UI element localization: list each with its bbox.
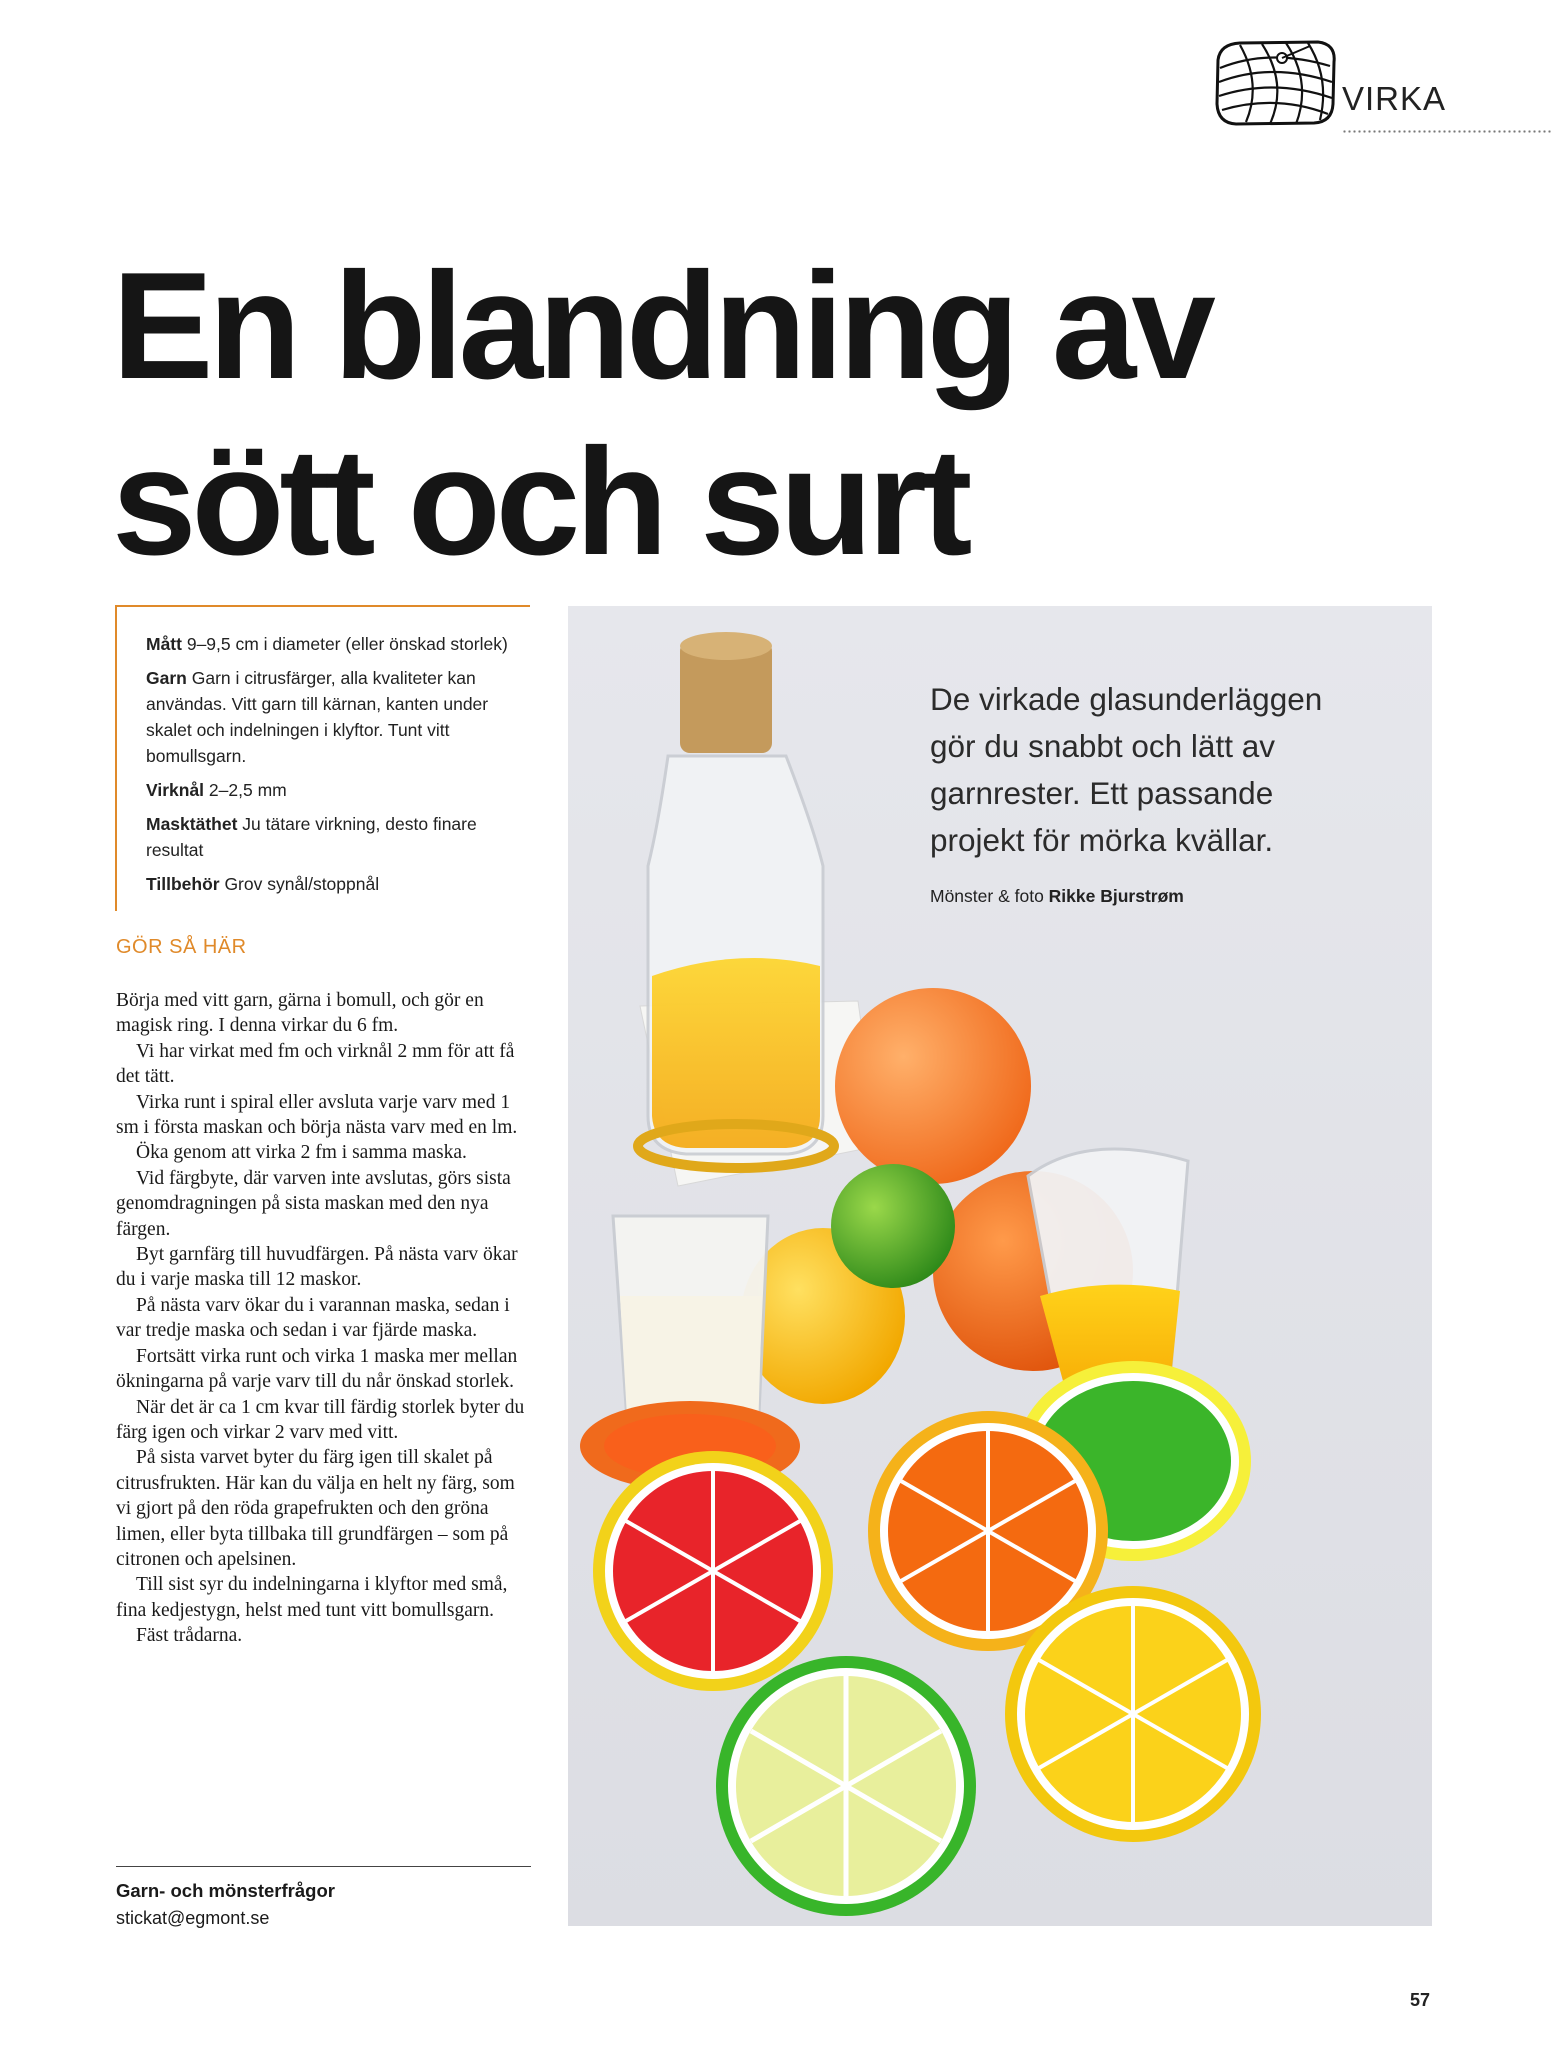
lemon-coaster (1005, 1586, 1261, 1842)
instruction-paragraph: Byt garnfärg till huvudfärgen. På nästa varv ökar du i varje maska till 12 maskor. (116, 1244, 518, 1291)
page-number: 57 (1410, 1990, 1431, 2010)
credit-prefix: Mönster & foto (930, 886, 1049, 906)
fact-text: Grov synål/stoppnål (219, 874, 380, 894)
instruction-paragraph: När det är ca 1 cm kvar till färdig storlek byter du färg igen och virkar 2 varv med vitt. (116, 1396, 525, 1443)
credit-name: Rikke Bjurstrøm (1048, 886, 1184, 906)
fact-yarn (146, 665, 530, 769)
pale-lime-coaster (716, 1656, 976, 1916)
instruction-paragraph: Börja med vitt garn, gärna i bomull, och gör en magisk ring. I denna virkar du 6 fm. (116, 990, 484, 1037)
instruction-paragraph: Till sist syr du indelningarna i klyftor med små, fina kedjestygn, helst med tunt vitt bomullsgarn. (116, 1574, 508, 1621)
article-headline (112, 238, 1412, 590)
fact-term: Mått (146, 634, 182, 654)
instruction-paragraph: Vi har virkat med fm och virknål 2 mm för att få det tätt. (116, 1040, 515, 1088)
contact-email-link[interactable]: stickat@egmont.se (116, 1908, 270, 1928)
pattern-facts-box (115, 605, 530, 911)
fact-term: Garn (146, 668, 187, 688)
grapefruit-coaster (593, 1451, 833, 1691)
section-divider (1342, 130, 1551, 133)
photo-credit (930, 886, 1184, 907)
headline-line-2: sött och surt (112, 417, 968, 587)
fact-term: Masktäthet (146, 814, 238, 834)
fact-notions (146, 871, 530, 897)
fact-term: Tillbehör (146, 874, 220, 894)
yarn-ball-icon (1210, 38, 1340, 128)
headline-line-1: En blandning av (112, 241, 1211, 411)
fact-text: 2–2,5 mm (204, 780, 287, 800)
instructions-heading: GÖR SÅ HÄR (116, 936, 247, 958)
instruction-paragraph: Virka runt i spiral eller avsluta varje varv med 1 sm i första maskan och börja nästa varv med en lm. (116, 1091, 518, 1139)
instruction-paragraph: På sista varvet byter du färg igen till skalet på citrusfrukten. Här kan du välja en helt ny färg, som vi gjort på den röda grapefrukten och den gröna limen, eller byta tillbaka till grundfärgen – som på citronen och apelsinen. (116, 1447, 515, 1570)
section-label: VIRKA (1342, 80, 1447, 117)
fact-text: Ju tätare virkning, desto finare resultat (146, 814, 477, 860)
instruction-paragraph: Fäst trådarna. (136, 1625, 243, 1647)
fact-size (146, 631, 530, 657)
instruction-paragraph: Öka genom att virka 2 fm i samma maska. (136, 1142, 467, 1164)
instruction-paragraph: Fortsätt virka runt och virka 1 maska mer mellan ökningarna på varje varv till du når önskad storlek. (116, 1345, 518, 1393)
contact-divider (116, 1866, 531, 1867)
instructions-body (116, 988, 526, 1649)
fact-text: Garn i citrusfärger, alla kvaliteter kan användas. Vitt garn till kärnan, kanten under skalet och indelningen i klyftor. Tunt vitt bomullsgarn. (146, 668, 489, 766)
fact-hook (146, 777, 530, 803)
article-intro: De virkade glasunderläggen gör du snabbt och lätt av garnrester. Ett passande projekt för mörka kvällar. (930, 681, 1323, 858)
fact-text: 9–9,5 cm i diameter (eller önskad storlek) (181, 634, 508, 654)
section-tag (1210, 38, 1510, 138)
contact-title: Garn- och mönsterfrågor (116, 1880, 335, 1901)
fact-gauge (146, 811, 530, 863)
instruction-paragraph: Vid färgbyte, där varven inte avslutas, görs sista genomdragningen på sista maskan med den nya färgen. (116, 1167, 511, 1240)
fact-term: Virknål (146, 780, 205, 800)
instruction-paragraph: På nästa varv ökar du i varannan maska, sedan i var tredje maska och sedan i var fjärde maska. (116, 1294, 510, 1342)
